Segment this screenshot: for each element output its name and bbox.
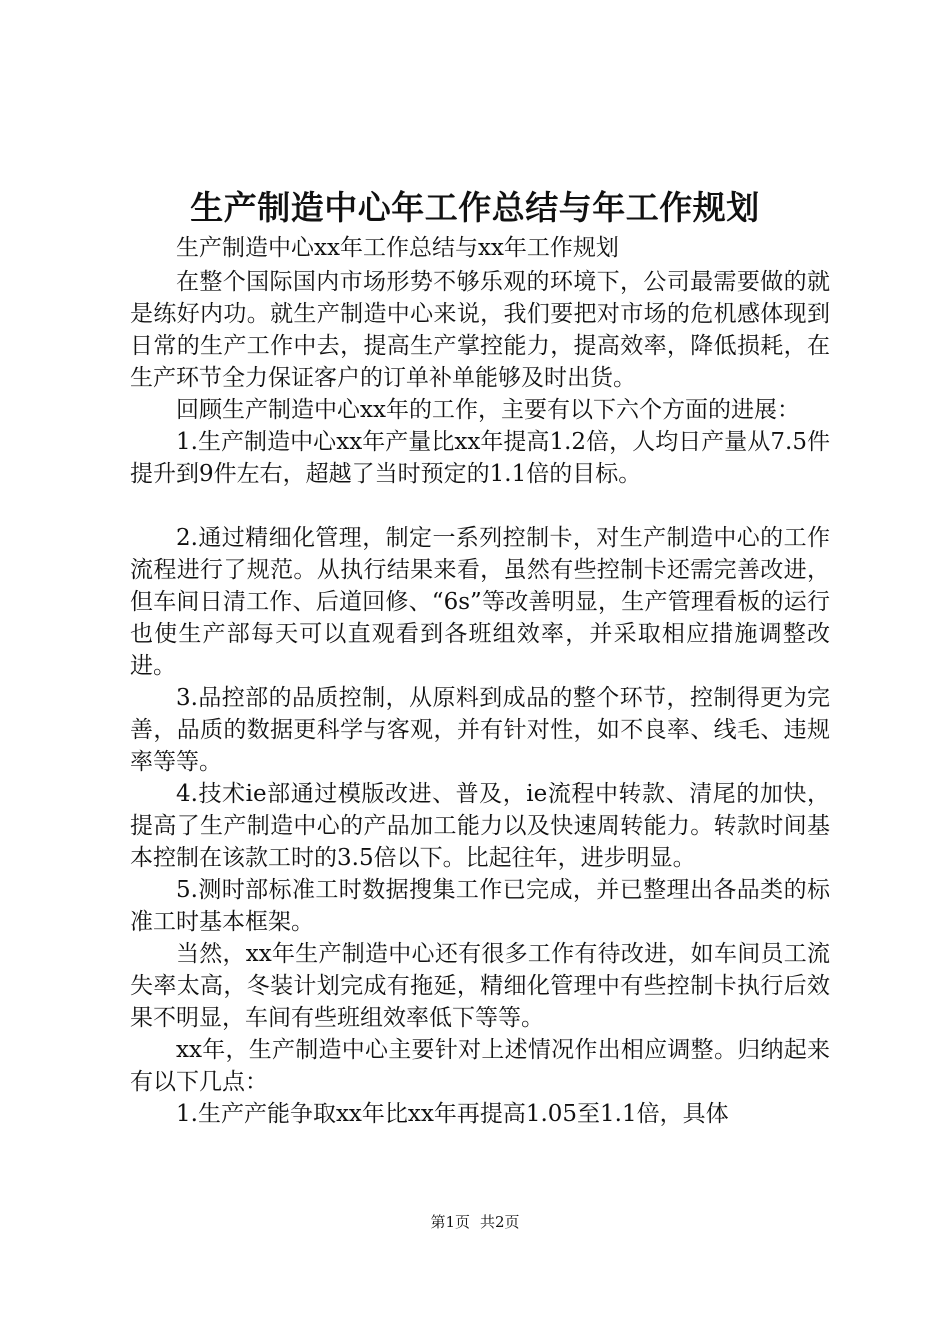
paragraph-subtitle: 生产制造中心xx年工作总结与xx年工作规划 bbox=[176, 235, 619, 261]
paragraph-review: 回顾生产制造中心xx年的工作，主要有以下六个方面的进展： bbox=[176, 397, 800, 423]
paragraph-item-2: 2.通过精细化管理，制定一系列控制卡，对生产制造中心的工作流程进行了规范。从执行结果来看，虽然有些控制卡还需完善改进，但车间日清工作、后道回修、“6s”等改善明显，生产管理看板的运行也使生产部每天可以直观看到各班组效率，并采取相应措施调整改进。 bbox=[130, 525, 830, 679]
paragraph-item-3: 3.品控部的品质控制，从原料到成品的整个环节，控制得更为完善，品质的数据更科学与客观，并有针对性，如不良率、线毛、违规率等等。 bbox=[130, 685, 830, 775]
paragraph-shortcomings: 当然，xx年生产制造中心还有很多工作有待改进，如车间员工流失率太高，冬装计划完成有拖延，精细化管理中有些控制卡执行后效果不明显，车间有些班组效率低下等等。 bbox=[130, 941, 830, 1031]
paragraph-item-4: 4.技术ie部通过模版改进、普及，ie流程中转款、清尾的加快，提高了生产制造中心的产品加工能力以及快速周转能力。转款时间基本控制在该款工时的3.5倍以下。比起往年，进步明显。 bbox=[130, 781, 830, 871]
paragraph-item-5: 5.测时部标准工时数据搜集工作已完成，并已整理出各品类的标准工时基本框架。 bbox=[130, 877, 830, 935]
paragraph-plan-intro: xx年，生产制造中心主要针对上述情况作出相应调整。归纳起来有以下几点： bbox=[130, 1037, 830, 1095]
paragraph-plan-item-1: 1.生产产能争取xx年比xx年再提高1.05至1.1倍，具体 bbox=[176, 1101, 729, 1127]
page-number: 第1页 bbox=[430, 1213, 470, 1231]
paragraph-intro: 在整个国际国内市场形势不够乐观的环境下，公司最需要做的就是练好内功。就生产制造中心来说，我们要把对市场的危机感体现到日常的生产工作中去，提高生产掌控能力，提高效率，降低损耗，在生产环节全力保证客户的订单补单能够及时出货。 bbox=[130, 269, 830, 391]
page-footer bbox=[0, 1212, 950, 1232]
document-body bbox=[130, 232, 830, 1130]
page-total: 共2页 bbox=[480, 1213, 520, 1231]
paragraph-item-1: 1.生产制造中心xx年产量比xx年提高1.2倍，人均日产量从7.5件提升到9件左右，超越了当时预定的1.1倍的目标。 bbox=[130, 429, 830, 487]
document-title: 生产制造中心年工作总结与年工作规划 bbox=[190, 188, 760, 227]
